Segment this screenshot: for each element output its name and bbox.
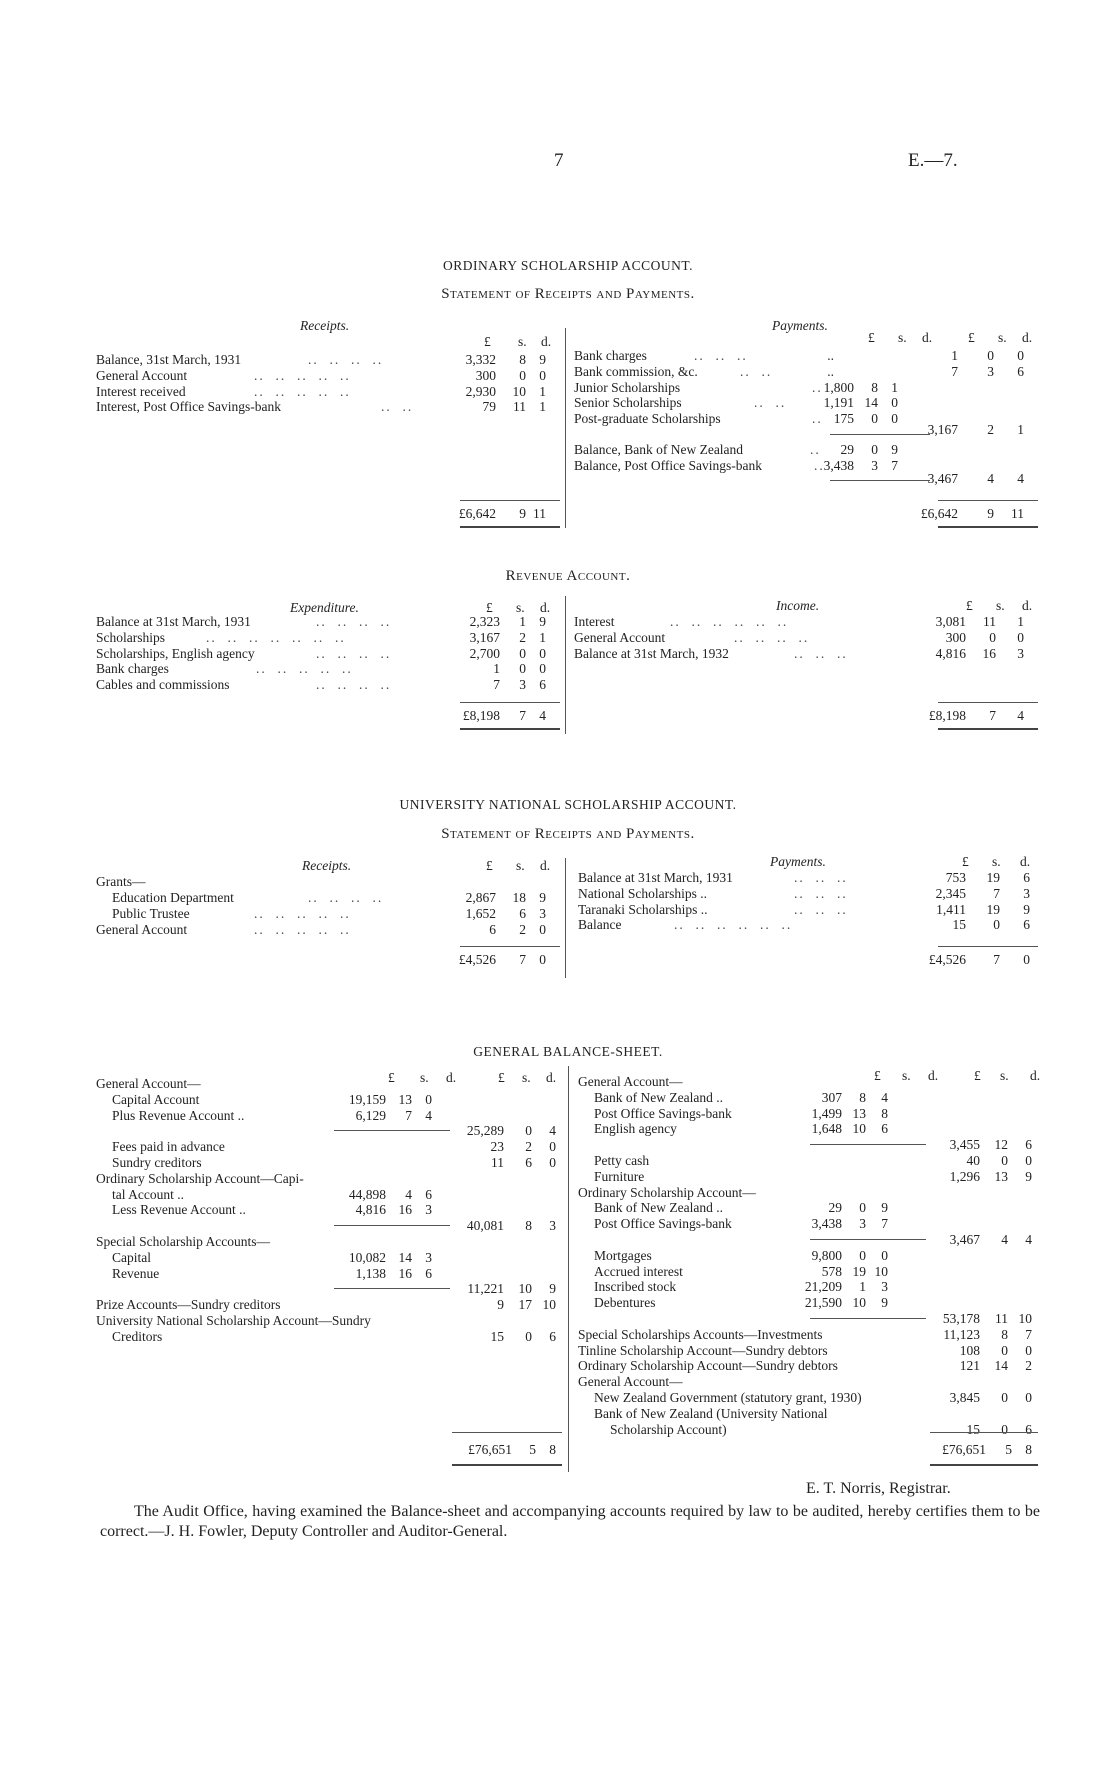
row-label: Less Revenue Account .. xyxy=(112,1202,246,1218)
double-rule xyxy=(460,728,560,730)
list-item: Scholarships .. .. .. .. .. .. .. 3,167 2 1 xyxy=(96,629,546,645)
row-label: Fees paid in advance xyxy=(112,1139,225,1155)
table-row xyxy=(578,1200,1038,1216)
table-row xyxy=(578,1248,1038,1264)
lsd-pence: d. xyxy=(922,330,933,345)
list-item: Balance, Bank of New Zealand .. 29 0 9 xyxy=(574,442,898,457)
amount-s1: 8 xyxy=(859,1089,866,1105)
ordinary-payments-balances xyxy=(574,442,1034,474)
amount-d2: 7 xyxy=(1025,1326,1032,1342)
table-row xyxy=(578,1090,1038,1106)
lsd-pound: £ xyxy=(968,330,975,345)
table-row xyxy=(96,1187,562,1203)
list-item: National Scholarships .. .. .. .. 2,345 7 3 xyxy=(578,885,1030,901)
double-rule xyxy=(938,728,1038,730)
list-item: Post-graduate Scholarships .. 175 0 0 xyxy=(574,411,898,427)
amount-d1: 7 xyxy=(881,1216,888,1232)
amount-l2: 3,845 xyxy=(949,1389,980,1405)
amount-s1: 7 xyxy=(405,1107,412,1123)
row-label: Ordinary Scholarship Account—Capi- xyxy=(96,1170,304,1186)
amount-s2: 0 xyxy=(525,1328,532,1344)
lsd-pound: £ xyxy=(486,600,493,615)
university-title: UNIVERSITY NATIONAL SCHOLARSHIP ACCOUNT. xyxy=(399,797,737,812)
amount-l2: 23 xyxy=(490,1139,504,1155)
double-rule xyxy=(460,526,560,528)
amount-s1: 13 xyxy=(398,1091,412,1107)
revenue-income-list xyxy=(574,614,1034,661)
row-label: tal Account .. xyxy=(112,1186,184,1202)
amount-d2: 4 xyxy=(549,1123,556,1139)
university-payments-list xyxy=(578,870,1038,933)
table-row xyxy=(96,1297,562,1313)
double-rule xyxy=(930,1464,1038,1466)
list-item: General Account .. .. .. .. .. 300 0 0 xyxy=(96,367,546,383)
ordinary-receipts-total: £6,642 9 11 xyxy=(458,506,546,521)
lsd-pence: d. xyxy=(540,858,551,873)
table-row xyxy=(578,1311,1038,1327)
row-label: English agency xyxy=(594,1121,677,1137)
list-item: Bank commission, &c. .. .. .. 7 3 6 xyxy=(574,363,1024,379)
revenue-income-head: Income. xyxy=(776,598,820,613)
amount-d2: 10 xyxy=(1018,1310,1032,1326)
total-rule xyxy=(460,702,560,703)
lsd-pound: £ xyxy=(388,1070,395,1085)
amount-d1: 0 xyxy=(425,1091,432,1107)
lsd-pound: £ xyxy=(974,1068,981,1083)
amount-l2: 40 xyxy=(966,1152,980,1168)
amount-s2: 12 xyxy=(994,1137,1008,1153)
ordinary-receipts-head: Receipts. xyxy=(300,318,350,333)
amount-l2: 3,455 xyxy=(949,1137,980,1153)
lsd-pence: d. xyxy=(928,1068,939,1083)
lsd-shilling: s. xyxy=(420,1070,429,1085)
lsd-shilling: s. xyxy=(902,1068,911,1083)
row-label: Plus Revenue Account .. xyxy=(112,1107,245,1123)
amount-d2: 3 xyxy=(549,1218,556,1234)
ordinary-payments-total: £6,642 9 11 xyxy=(920,506,1024,521)
amount-l2: 9 xyxy=(497,1297,504,1313)
table-row xyxy=(578,1406,1038,1422)
amount-l1: 21,590 xyxy=(804,1295,842,1311)
lsd-pound: £ xyxy=(498,1070,505,1085)
list-item: Public Trustee .. .. .. .. .. 1,652 6 3 xyxy=(112,905,546,921)
balance-title: GENERAL BALANCE-SHEET. xyxy=(473,1044,663,1059)
balance-left-list xyxy=(96,1076,562,1345)
list-item: Balance, 31st March, 1931 .. .. .. .. 3,332 8 9 xyxy=(96,352,546,367)
row-label: Ordinary Scholarship Account—Sundry debtors xyxy=(578,1358,838,1374)
amount-s1: 10 xyxy=(852,1121,866,1137)
amount-d1: 3 xyxy=(881,1279,888,1295)
table-row xyxy=(578,1279,1038,1295)
amount-s1: 0 xyxy=(859,1247,866,1263)
row-label: Bank of New Zealand (University National xyxy=(594,1405,828,1421)
amount-s2: 0 xyxy=(1001,1152,1008,1168)
amount-d2: 6 xyxy=(1025,1137,1032,1153)
table-row xyxy=(578,1232,1038,1248)
row-label: Tinline Scholarship Account—Sundry debtors xyxy=(578,1342,828,1358)
lsd-pence: d. xyxy=(541,334,552,349)
balance-right-list xyxy=(578,1074,1038,1437)
amount-d2: 6 xyxy=(1025,1421,1032,1437)
list-item: Balance at 31st March, 1932 .. .. .. 4,816 16 3 xyxy=(574,645,1024,661)
table-row xyxy=(578,1374,1038,1390)
list-item: Interest received .. .. .. .. .. 2,930 10 1 xyxy=(96,383,546,399)
lsd-pence: d. xyxy=(446,1070,457,1085)
amount-s1: 10 xyxy=(852,1295,866,1311)
amount-l2: 1,296 xyxy=(949,1168,980,1184)
row-label: Debentures xyxy=(594,1295,656,1311)
table-row xyxy=(96,1139,562,1155)
list-item: Junior Scholarships .. 1,800 8 1 xyxy=(574,379,898,395)
row-label: Accrued interest xyxy=(594,1263,683,1279)
amount-l1: 44,898 xyxy=(348,1186,386,1202)
row-label: General Account— xyxy=(96,1076,201,1091)
ordinary-payments-subtotal2: 3,467 4 4 xyxy=(927,471,1024,486)
total-rule xyxy=(460,500,560,501)
table-row xyxy=(96,1092,562,1108)
ordinary-payments-head: Payments. xyxy=(772,318,828,333)
lsd-pence: d. xyxy=(546,1070,557,1085)
amount-s2: 8 xyxy=(525,1218,532,1234)
row-label: New Zealand Government (statutory grant, 1930) xyxy=(594,1389,862,1405)
table-row xyxy=(96,1313,562,1329)
revenue-title: Revenue Account. xyxy=(505,568,631,584)
table-row xyxy=(578,1074,1038,1090)
lsd-shilling: s. xyxy=(516,858,525,873)
amount-s2: 6 xyxy=(525,1154,532,1170)
amount-d1: 10 xyxy=(874,1263,888,1279)
amount-l1: 307 xyxy=(821,1089,842,1105)
university-subtitle: Statement of Receipts and Payments. xyxy=(441,826,695,842)
amount-d2: 0 xyxy=(1025,1152,1032,1168)
list-item: Balance .. .. .. .. .. .. 15 0 6 xyxy=(578,917,1030,933)
amount-d1: 9 xyxy=(881,1295,888,1311)
table-row xyxy=(96,1155,562,1171)
lsd-pound: £ xyxy=(484,334,491,349)
ordinary-payments-subtotal: 3,167 2 1 xyxy=(927,422,1024,437)
amount-s2: 2 xyxy=(525,1139,532,1155)
lsd-pound: £ xyxy=(962,854,969,869)
list-item: Interest .. .. .. .. .. .. 3,081 11 1 xyxy=(574,614,1024,629)
amount-l1: 578 xyxy=(821,1263,842,1279)
lsd-pence: d. xyxy=(1022,330,1033,345)
lsd-shilling: s. xyxy=(992,854,1001,869)
balance-left-total: £76,651 5 8 xyxy=(468,1442,556,1457)
column-divider xyxy=(565,858,566,978)
amount-s2: 14 xyxy=(994,1358,1008,1374)
list-item: Balance at 31st March, 1931 .. .. .. .. 2,323 1 9 xyxy=(96,614,546,629)
row-label: Mortgages xyxy=(594,1247,652,1263)
university-receipts-head: Receipts. xyxy=(302,858,352,873)
table-row xyxy=(578,1358,1038,1374)
amount-l2: 11,221 xyxy=(467,1281,504,1297)
subtotal-rule xyxy=(334,1225,450,1226)
table-row xyxy=(96,1076,562,1092)
registrar-signature: E. T. Norris, Registrar. xyxy=(806,1480,951,1497)
row-label: Ordinary Scholarship Account— xyxy=(578,1184,756,1200)
lsd-pence: d. xyxy=(1030,1068,1041,1083)
total-rule xyxy=(460,946,560,947)
total-rule xyxy=(938,702,1038,703)
table-row xyxy=(578,1264,1038,1280)
revenue-expenditure-total: £8,198 7 4 xyxy=(462,708,546,723)
amount-s2: 13 xyxy=(994,1168,1008,1184)
university-payments-head: Payments. xyxy=(770,854,826,869)
amount-s1: 1 xyxy=(859,1279,866,1295)
lsd-pound: £ xyxy=(966,598,973,613)
lsd-pence: d. xyxy=(1020,854,1031,869)
amount-d2: 0 xyxy=(1025,1342,1032,1358)
row-label: Bank of New Zealand .. xyxy=(594,1089,723,1105)
amount-l1: 19,159 xyxy=(348,1091,386,1107)
double-rule xyxy=(452,1464,562,1466)
table-row xyxy=(578,1121,1038,1137)
list-item: Senior Scholarships .. .. 1,191 14 0 xyxy=(574,395,898,411)
amount-l2: 40,081 xyxy=(466,1218,504,1234)
list-item: Interest, Post Office Savings-bank .. .. 79 11 1 xyxy=(96,399,546,415)
amount-l1: 1,648 xyxy=(811,1121,842,1137)
amount-l1: 4,816 xyxy=(355,1202,386,1218)
amount-l2: 15 xyxy=(490,1328,504,1344)
balance-right-total: £76,651 5 8 xyxy=(942,1442,1032,1457)
amount-l2: 108 xyxy=(959,1342,980,1358)
table-row xyxy=(578,1185,1038,1201)
row-label: General Account— xyxy=(578,1074,683,1089)
amount-l2: 121 xyxy=(959,1358,980,1374)
table-row xyxy=(96,1329,562,1345)
amount-s1: 13 xyxy=(852,1105,866,1121)
amount-d1: 0 xyxy=(881,1247,888,1263)
amount-s1: 0 xyxy=(859,1200,866,1216)
amount-l1: 1,138 xyxy=(355,1265,386,1281)
column-divider xyxy=(568,1066,569,1472)
amount-l1: 9,800 xyxy=(811,1247,842,1263)
table-row xyxy=(578,1422,1038,1438)
lsd-pound: £ xyxy=(874,1068,881,1083)
table-row xyxy=(578,1153,1038,1169)
report-code: E.—7. xyxy=(908,150,958,171)
amount-s2: 0 xyxy=(525,1123,532,1139)
table-row xyxy=(578,1216,1038,1232)
amount-s2: 0 xyxy=(1001,1389,1008,1405)
lsd-pound: £ xyxy=(868,330,875,345)
row-label: Creditors xyxy=(112,1328,163,1344)
row-label: Prize Accounts—Sundry creditors xyxy=(96,1297,281,1313)
amount-s1: 14 xyxy=(398,1249,412,1265)
row-label: Post Office Savings-bank xyxy=(594,1216,732,1232)
subtotal-rule xyxy=(810,1239,926,1240)
amount-d2: 0 xyxy=(1025,1389,1032,1405)
amount-d2: 9 xyxy=(1025,1168,1032,1184)
revenue-income-total: £8,198 7 4 xyxy=(928,708,1024,723)
row-label: Petty cash xyxy=(594,1152,650,1168)
revenue-expenditure-head: Expenditure. xyxy=(290,600,359,615)
lsd-shilling: s. xyxy=(898,330,907,345)
table-row xyxy=(96,1123,562,1139)
table-row xyxy=(578,1137,1038,1153)
row-label: Bank of New Zealand .. xyxy=(594,1200,723,1216)
amount-d1: 6 xyxy=(425,1265,432,1281)
amount-s1: 3 xyxy=(859,1216,866,1232)
row-label: Sundry creditors xyxy=(112,1154,202,1170)
amount-s2: 0 xyxy=(1001,1421,1008,1437)
amount-d1: 8 xyxy=(881,1105,888,1121)
amount-s1: 4 xyxy=(405,1186,412,1202)
total-rule xyxy=(938,946,1038,947)
amount-d1: 4 xyxy=(425,1107,432,1123)
amount-l2: 11,123 xyxy=(943,1326,980,1342)
subtotal-rule xyxy=(334,1288,450,1289)
row-label: Special Scholarship Accounts— xyxy=(96,1233,270,1249)
amount-s1: 19 xyxy=(852,1263,866,1279)
row-label: Inscribed stock xyxy=(594,1279,677,1295)
column-divider xyxy=(565,328,566,528)
amount-d2: 6 xyxy=(549,1328,556,1344)
university-payments-total: £4,526 7 0 xyxy=(928,952,1030,967)
amount-l1: 3,438 xyxy=(811,1216,842,1232)
amount-s2: 10 xyxy=(518,1281,532,1297)
row-label: Post Office Savings-bank xyxy=(594,1105,732,1121)
lsd-shilling: s. xyxy=(1000,1068,1009,1083)
lsd-shilling: s. xyxy=(998,330,1007,345)
table-row xyxy=(578,1106,1038,1122)
amount-d2: 0 xyxy=(549,1139,556,1155)
list-item: Cables and commissions .. .. .. .. 7 3 6 xyxy=(96,677,546,693)
amount-l2: 53,178 xyxy=(942,1310,980,1326)
row-label: Furniture xyxy=(594,1168,645,1184)
row-label: General Account— xyxy=(578,1374,683,1390)
amount-d1: 3 xyxy=(425,1202,432,1218)
list-item: Education Department .. .. .. .. 2,867 18 9 xyxy=(112,890,546,905)
table-row xyxy=(96,1218,562,1234)
grants-heading: Grants— xyxy=(96,874,146,889)
revenue-expenditure-list xyxy=(96,614,556,693)
list-item: Balance at 31st March, 1931 .. .. .. 753 19 6 xyxy=(578,870,1030,885)
double-rule xyxy=(938,526,1038,528)
amount-d2: 9 xyxy=(549,1281,556,1297)
lsd-pence: d. xyxy=(1022,598,1033,613)
lsd-pound: £ xyxy=(486,858,493,873)
subtotal-rule xyxy=(334,1130,450,1131)
list-item: Bank charges .. .. .. .. .. 1 0 0 xyxy=(96,661,546,677)
table-row xyxy=(96,1108,562,1124)
subtotal-rule xyxy=(810,1318,926,1319)
amount-l2: 3,467 xyxy=(949,1231,980,1247)
column-divider xyxy=(565,596,566,734)
table-row xyxy=(96,1266,562,1282)
amount-d1: 6 xyxy=(425,1186,432,1202)
page-number: 7 xyxy=(554,150,564,171)
amount-d2: 10 xyxy=(542,1297,556,1313)
list-item: Scholarships, English agency .. .. .. .. 2,700 0 0 xyxy=(96,645,546,661)
row-label: Revenue xyxy=(112,1265,160,1281)
ordinary-receipts-list xyxy=(96,352,556,415)
amount-d1: 3 xyxy=(425,1249,432,1265)
amount-s2: 8 xyxy=(1001,1326,1008,1342)
total-rule xyxy=(452,1432,562,1433)
amount-s2: 11 xyxy=(995,1310,1008,1326)
table-row xyxy=(578,1343,1038,1359)
amount-s1: 16 xyxy=(398,1265,412,1281)
ordinary-payments-list xyxy=(574,348,1034,427)
total-rule xyxy=(938,500,1038,501)
row-label: University National Scholarship Account—Sundry xyxy=(96,1312,371,1328)
table-row xyxy=(96,1250,562,1266)
table-row xyxy=(578,1390,1038,1406)
ordinary-title: ORDINARY SCHOLARSHIP ACCOUNT. xyxy=(443,258,693,273)
amount-s1: 16 xyxy=(398,1202,412,1218)
amount-l1: 10,082 xyxy=(348,1249,386,1265)
table-row xyxy=(578,1327,1038,1343)
university-receipts-total: £4,526 7 0 xyxy=(458,952,546,967)
amount-l1: 1,499 xyxy=(811,1105,842,1121)
amount-d2: 0 xyxy=(549,1154,556,1170)
amount-l1: 29 xyxy=(828,1200,842,1216)
amount-s2: 4 xyxy=(1001,1231,1008,1247)
lsd-pence: d. xyxy=(540,600,551,615)
total-rule xyxy=(930,1432,1038,1433)
amount-l2: 11 xyxy=(491,1154,504,1170)
ordinary-subtitle: Statement of Receipts and Payments. xyxy=(441,286,695,302)
row-label: Scholarship Account) xyxy=(610,1421,727,1437)
list-item: General Account .. .. .. .. .. 6 2 0 xyxy=(96,921,546,937)
amount-l2: 15 xyxy=(966,1421,980,1437)
list-item: Bank charges .. .. .. .. 1 0 0 xyxy=(574,348,1024,363)
amount-d2: 4 xyxy=(1025,1231,1032,1247)
list-item: Taranaki Scholarships .. .. .. .. 1,411 19 9 xyxy=(578,901,1030,917)
list-item: Balance, Post Office Savings-bank .. 3,438 3 7 xyxy=(574,457,898,473)
amount-s2: 17 xyxy=(518,1297,532,1313)
amount-d1: 6 xyxy=(881,1121,888,1137)
table-row xyxy=(578,1169,1038,1185)
lsd-shilling: s. xyxy=(996,598,1005,613)
list-item: General Account .. .. .. .. 300 0 0 xyxy=(574,629,1024,645)
table-row xyxy=(96,1202,562,1218)
row-label: Special Scholarships Accounts—Investments xyxy=(578,1326,823,1342)
amount-l2: 25,289 xyxy=(466,1123,504,1139)
amount-d2: 2 xyxy=(1025,1358,1032,1374)
row-label: Capital Account xyxy=(112,1091,200,1107)
table-row xyxy=(96,1234,562,1250)
amount-d1: 4 xyxy=(881,1089,888,1105)
lsd-shilling: s. xyxy=(518,334,527,349)
amount-d1: 9 xyxy=(881,1200,888,1216)
subtotal-rule xyxy=(810,1144,926,1145)
amount-l1: 6,129 xyxy=(355,1107,386,1123)
university-receipts-list xyxy=(96,890,556,937)
lsd-shilling: s. xyxy=(516,600,525,615)
amount-l1: 21,209 xyxy=(804,1279,842,1295)
row-label: Capital xyxy=(112,1249,151,1265)
table-row xyxy=(96,1281,562,1297)
amount-s2: 0 xyxy=(1001,1342,1008,1358)
table-row xyxy=(96,1171,562,1187)
audit-certification: The Audit Office, having examined the Balance-sheet and accompanying accounts required by law to be audited, hereby certifies them to be correct.—J. H. Fowler, Deputy Controller and Auditor-General. xyxy=(100,1503,1040,1540)
table-row xyxy=(578,1295,1038,1311)
lsd-shilling: s. xyxy=(522,1070,531,1085)
